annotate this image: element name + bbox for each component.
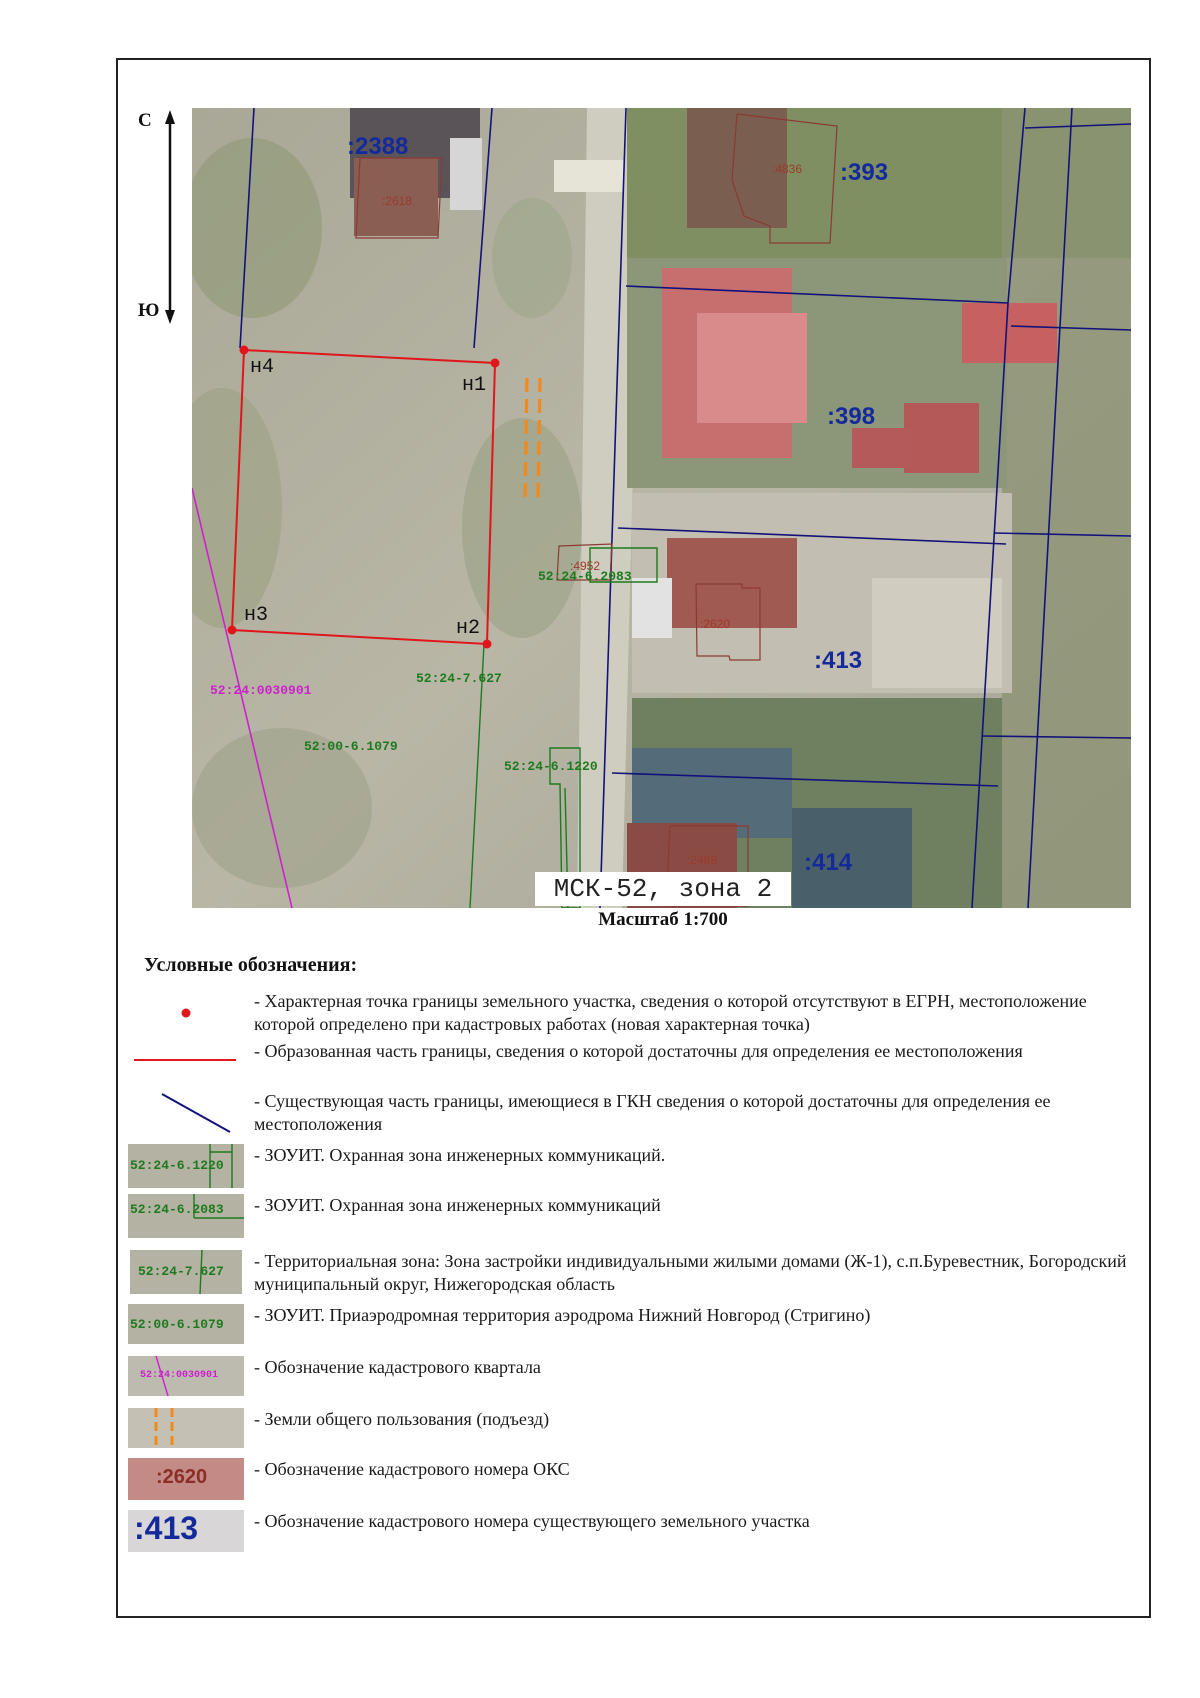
legend-item-existing-boundary xyxy=(128,1090,1138,1140)
zone-1220-swatch-icon xyxy=(128,1144,244,1188)
swatch-label: 52:24-6.2083 xyxy=(130,1202,224,1217)
legend-text: - Существующая часть границы, имеющиеся в ГКН сведения о которой достаточны для определения ее местоположения xyxy=(254,1091,1051,1134)
map-canvas xyxy=(192,108,1131,908)
legend-text: - Обозначение кадастрового квартала xyxy=(254,1357,541,1377)
zone-627-swatch-icon xyxy=(130,1250,242,1294)
legend-text: - Территориальная зона: Зона застройки индивидуальными жилыми домами (Ж-1), с.п.Буревестник, Богородский муниципальный округ, Нижегородская область xyxy=(254,1251,1127,1294)
parcel-swatch-icon xyxy=(128,1510,244,1552)
red-dot-icon xyxy=(128,990,244,1040)
parcel-label-2388: :2388 xyxy=(347,133,409,160)
legend-title: Условные обозначения: xyxy=(144,954,358,976)
zone-1079-swatch-icon xyxy=(128,1304,244,1344)
orange-dash-icon xyxy=(128,1408,244,1448)
legend-text: - Обозначение кадастрового номера существующего земельного участка xyxy=(254,1511,810,1531)
map-area xyxy=(192,108,1131,908)
building-label-4836: :4836 xyxy=(772,162,803,176)
swatch-label: :413 xyxy=(134,1510,199,1546)
zone-label-627: 52:24-7.627 xyxy=(416,671,502,686)
legend-item-quarter xyxy=(128,1356,1138,1396)
zone-2083-swatch-icon xyxy=(128,1194,244,1238)
legend-item-zone-1079 xyxy=(128,1304,1138,1344)
building-label-4952: :4952 xyxy=(570,559,601,573)
scale-label: Масштаб 1:700 xyxy=(598,909,728,930)
quarter-swatch-icon xyxy=(128,1356,244,1396)
legend-text: - ЗОУИТ. Охранная зона инженерных коммуникаций. xyxy=(254,1145,666,1165)
zone-label-1079: 52:00-6.1079 xyxy=(304,739,398,754)
parcel-label-414: :414 xyxy=(804,849,853,876)
legend-item-parcel xyxy=(128,1510,1138,1552)
parcel-label-398: :398 xyxy=(827,403,876,430)
legend-text: - ЗОУИТ. Приаэродромная территория аэродрома Нижний Новгород (Стригино) xyxy=(254,1305,871,1325)
legend-text: - Земли общего пользования (подъезд) xyxy=(254,1409,550,1429)
legend-item-zone-627 xyxy=(128,1250,1138,1296)
legend-item-zone-1220 xyxy=(128,1144,1138,1188)
building-label-2488: :2488 xyxy=(687,853,718,867)
legend-text: - ЗОУИТ. Охранная зона инженерных коммуникаций xyxy=(254,1195,661,1215)
swatch-label: 52:24:0030901 xyxy=(140,1370,219,1381)
legend-text: - Характерная точка границы земельного участка, сведения о которой отсутствуют в ЕГРН, местоположение которой определено при кадастровых работах (новая характерная точка) xyxy=(254,991,1087,1034)
point-label-n2: н2 xyxy=(456,617,481,640)
zone-label-2083: 52:24-6.2083 xyxy=(538,569,632,584)
swatch-label: 52:24-6.1220 xyxy=(130,1158,224,1173)
oks-swatch-icon xyxy=(128,1458,244,1500)
blue-line-icon xyxy=(128,1090,244,1140)
north-arrow-icon xyxy=(160,110,180,324)
legend-text: - Обозначение кадастрового номера ОКС xyxy=(254,1459,570,1479)
point-label-n3: н3 xyxy=(244,604,269,627)
quarter-label: 52:24:0030901 xyxy=(210,683,312,698)
legend-item-road xyxy=(128,1408,1138,1448)
legend-item-new-boundary xyxy=(128,1040,1138,1080)
building-label-2618: :2618 xyxy=(382,194,413,208)
projection-label: МСК-52, зона 2 xyxy=(535,872,791,906)
swatch-label: :2620 xyxy=(156,1466,208,1488)
legend-item-zone-2083 xyxy=(128,1194,1138,1238)
point-label-n1: н1 xyxy=(462,374,487,397)
parcel-label-413: :413 xyxy=(814,647,863,674)
swatch-label: 52:00-6.1079 xyxy=(130,1317,224,1332)
point-label-n4: н4 xyxy=(250,356,275,379)
zone-label-1220: 52:24-6.1220 xyxy=(504,759,598,774)
legend-text: - Образованная часть границы, сведения о которой достаточны для определения ее местоположения xyxy=(254,1041,1023,1061)
parcel-label-393: :393 xyxy=(840,159,889,186)
legend-item-new-point xyxy=(128,990,1138,1040)
compass-south-letter: Ю xyxy=(138,300,160,321)
red-line-icon xyxy=(128,1040,244,1080)
building-label-2620: :2620 xyxy=(700,617,731,631)
compass-north-letter: С xyxy=(138,110,152,131)
legend-item-oks xyxy=(128,1458,1138,1500)
swatch-label: 52:24-7.627 xyxy=(138,1264,224,1279)
